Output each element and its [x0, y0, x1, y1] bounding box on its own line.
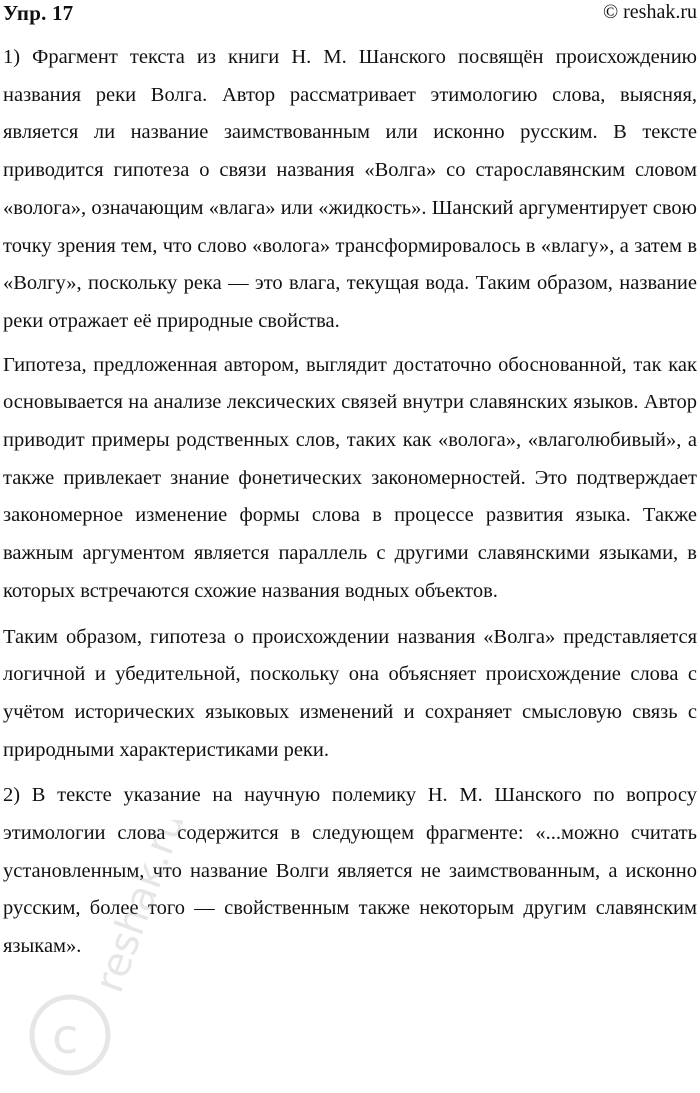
svg-text:c: c	[52, 1009, 79, 1065]
page-header	[0, 0, 700, 30]
paragraph-4: 2) В тексте указание на научную полемику Н. М. Шанского по вопросу этимологии слова содержится в следующем фрагменте: «...можно считать установленным, что название Волги является не заимствованным, а исконно русским, более того — свойственным также некоторым другим славянским языкам».	[3, 784, 697, 958]
paragraph-3: Таким образом, гипотеза о происхождении названия «Волга» представляется логичной и убедительной, поскольку она объясняет происхождение слова с учётом исторических языковых изменений и сохраняет смысловую связь с природными характеристиками реки.	[3, 625, 697, 761]
watermark-text: reshak.ru	[86, 820, 190, 999]
answer-text	[3, 39, 697, 974]
exercise-title: Упр. 17	[3, 1, 74, 25]
paragraph-1: 1) Фрагмент текста из книги Н. М. Шанского посвящён происхождению названия реки Волга. Автор рассматривает этимологию слова, выясняя, является ли название заимствованным или исконно русским. В тексте приводится гипотеза о связи названия «Волга» со старославянским словом «вологa», означающим «влага» или «жидкость». Шанский аргументирует свою точку зрения тем, что слово «вологa» трансформировалось в «влагу», а затем в «Волгу», поскольку река — это влага, текущая вода. Таким образом, название реки отражает её природные свойства.	[3, 46, 697, 332]
copyright-label: © reshak.ru	[602, 1, 697, 23]
paragraph-2: Гипотеза, предложенная автором, выглядит достаточно обоснованной, так как основывается на анализе лексических связей внутри славянских языков. Автор приводит примеры родственных слов, таких как «вологa», «влаголюбивый», а также привлекает знание фонетических закономерностей. Это подтверждает закономерное изменение формы слова в процессе развития языка. Также важным аргументом является параллель с другими славянскими языками, в которых встречаются схожие названия водных объектов.	[3, 353, 697, 602]
